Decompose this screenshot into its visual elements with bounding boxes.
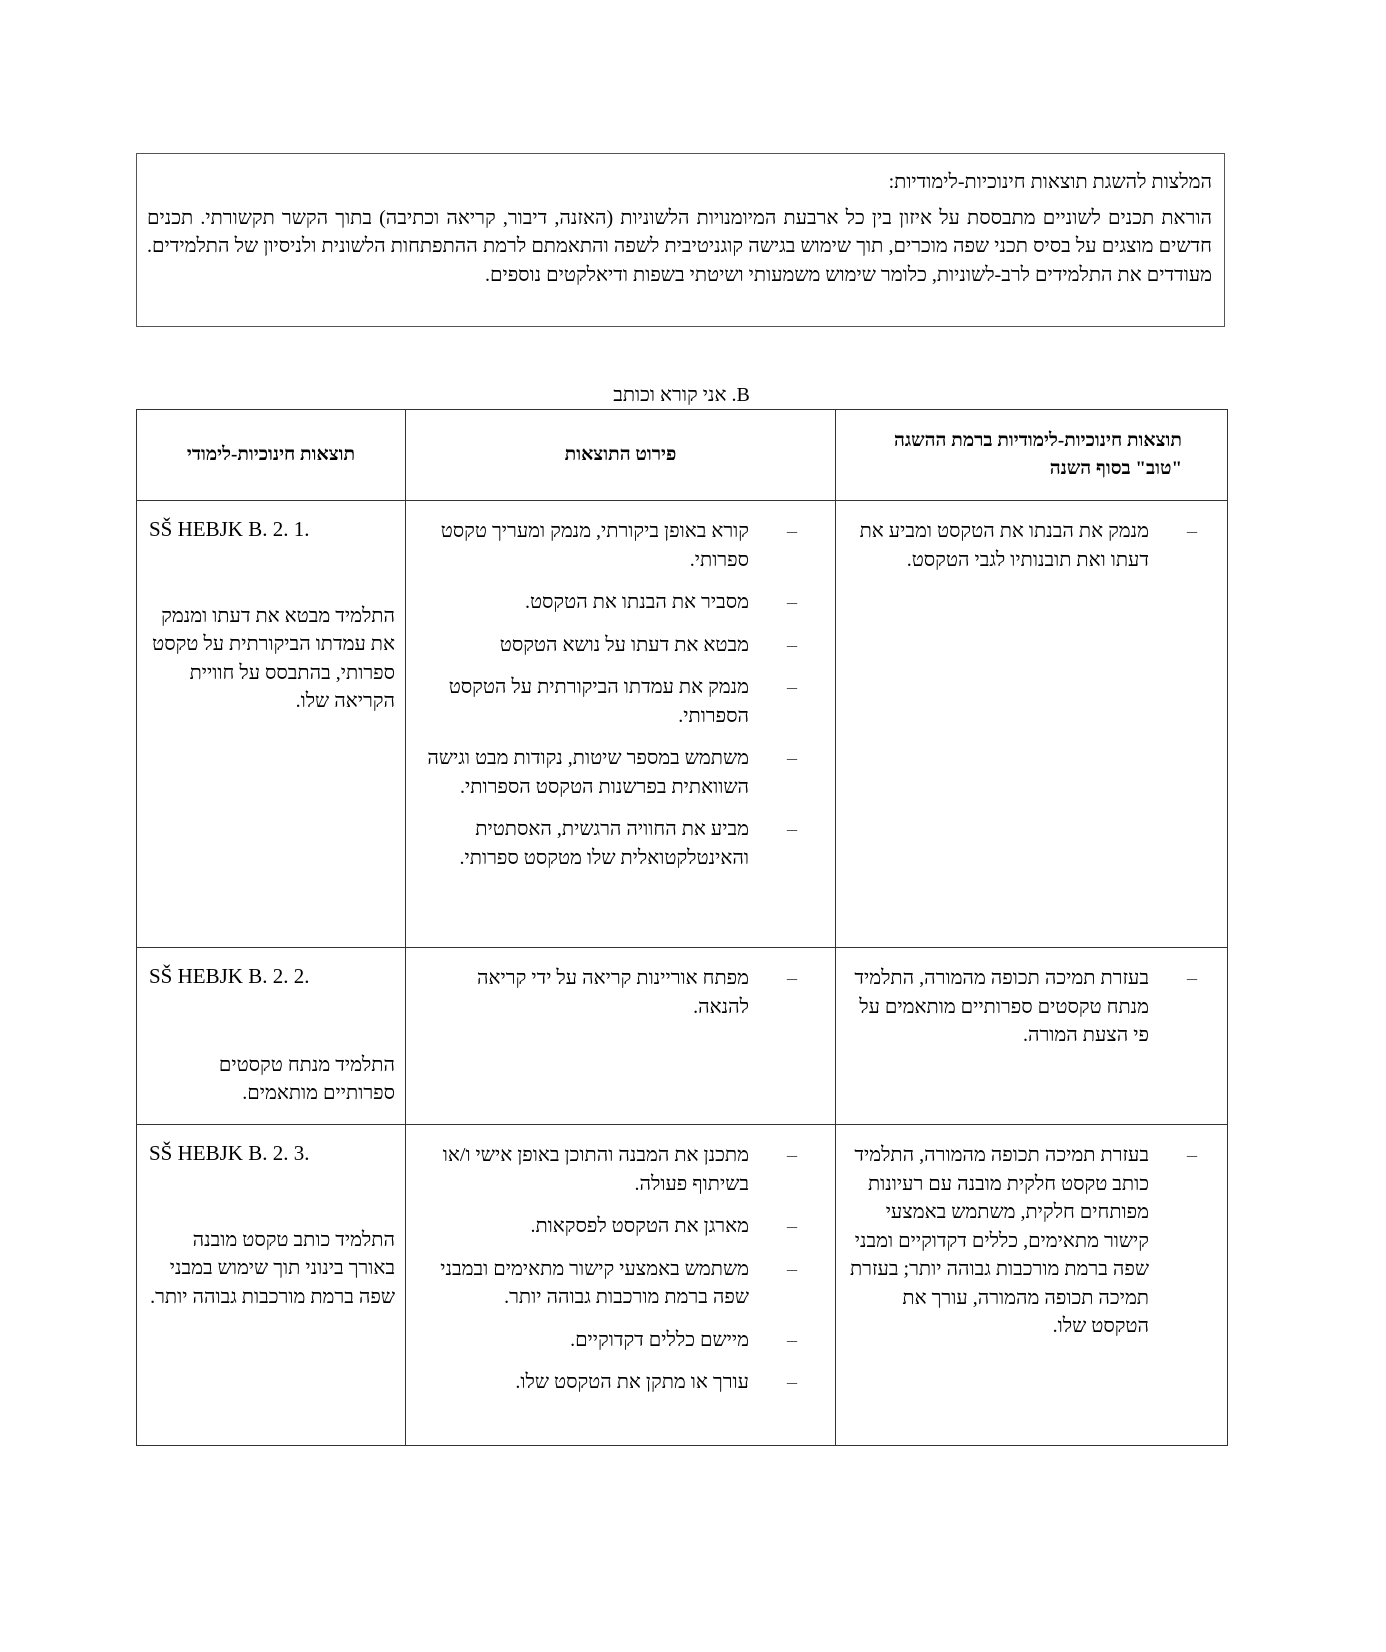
outcome-description: התלמיד מבטא את דעתו ומנמק את עמדתו הביקורתית על טקסט ספרותי, בהתבסס על חוויית הקריאה שלו. <box>152 604 395 712</box>
outcome-code: SŠ HEBJK B. 2. 3. <box>149 1141 310 1165</box>
outcome-cell <box>137 948 406 1125</box>
recommendations-heading: המלצות להשגת תוצאות חינוכיות-לימודיות: <box>888 171 1212 193</box>
table-row <box>137 501 1228 948</box>
list-item: – מביע את החוויה הרגשית, האסתטית והאינטלקטואלית שלו מטקסט ספרותי. <box>426 815 749 872</box>
outcome-code: SŠ HEBJK B. 2. 1. <box>149 517 310 541</box>
header-outcomes: תוצאות חינוכיות-לימודי <box>137 410 406 501</box>
details-cell <box>406 1125 836 1446</box>
outcome-description: התלמיד מנתח טקסטים ספרותיים מותאמים. <box>218 1053 395 1104</box>
recommendations-paragraph: הוראת תכנים לשוניים מתבססת על איזון בין כל ארבעת המיומנויות הלשוניות (האזנה, דיבור, קריאה וכתיבה) בתוך הקשר תקשורתי. תכנים חדשים מוצגים על בסיס תכני שפה מוכרים, תוך שימוש בגישה קוגניטיבית לשפה והתאמתם לרמת ההתפתחות הלשונית ולניסיון של התלמידים. מעודדים את התלמידים לרב-לשוניות, כלומר שימוש משמעותי ושיטתי בשפות ודיאלקטים נוספים. <box>147 206 1212 286</box>
list-item: – משתמש במספר שיטות, נקודות מבט וגישה השוואתית בפרשנות הטקסט הספרותי. <box>426 744 749 801</box>
recommendations-box <box>136 153 1225 327</box>
list-item: – מתכנן את המבנה והתוכן באופן אישי ו/או בשיתוף פעולה. <box>426 1141 749 1198</box>
list-item: – קורא באופן ביקורתי, מנמק ומעריך טקסט ספרותי. <box>426 517 749 574</box>
details-cell <box>406 948 836 1125</box>
table-row <box>137 948 1228 1125</box>
list-item: – מארגן את הטקסט לפסקאות. <box>426 1212 749 1241</box>
list-item: – מנמק את עמדתו הביקורתית על הטקסט הספרותי. <box>426 673 749 730</box>
list-item: – בעזרת תמיכה תכופה מהמורה, התלמיד מנתח טקסטים ספרותיים מותאמים על פי הצעת המורה. <box>844 964 1149 1050</box>
outcome-cell <box>137 1125 406 1446</box>
outcomes-table <box>136 409 1228 1446</box>
list-item: – בעזרת תמיכה תכופה מהמורה, התלמיד כותב טקסט חלקית מובנה עם רעיונות מפותחים חלקית, משתמש באמצעי קישור מתאימים, כללים דקדוקיים ומבני שפה ברמת מורכבות גבוהה יותר; בעזרת תמיכה תכופה מהמורה, עורך את הטקסט שלו. <box>844 1141 1149 1341</box>
list-item: – עורך או מתקן את הטקסט שלו. <box>426 1368 749 1397</box>
list-item: – מסביר את הבנתו את הטקסט. <box>426 588 749 617</box>
good-level-cell <box>836 501 1228 948</box>
outcome-description: התלמיד כותב טקסט מובנה באורך בינוני תוך שימוש במבני שפה ברמת מורכבות גבוהה יותר. <box>150 1228 395 1308</box>
list-item: – משתמש באמצעי קישור מתאימים ובמבני שפה ברמת מורכבות גבוהה יותר. <box>426 1255 749 1312</box>
details-cell <box>406 501 836 948</box>
good-level-cell <box>836 948 1228 1125</box>
list-item: – מיישם כללים דקדוקיים. <box>426 1326 749 1355</box>
header-details: פירוט התוצאות <box>406 410 836 501</box>
good-level-cell <box>836 1125 1228 1446</box>
table-row <box>137 1125 1228 1446</box>
list-item: – מבטא את דעתו על נושא הטקסט <box>426 631 749 660</box>
list-item: – מנמק את הבנתו את הטקסט ומביע את דעתו ואת תובנותיו לגבי הטקסט. <box>844 517 1149 574</box>
outcome-cell <box>137 501 406 948</box>
outcome-code: SŠ HEBJK B. 2. 2. <box>149 964 310 988</box>
header-good-level: תוצאות חינוכיות-לימודיות ברמת ההשגה "טוב" בסוף השנה <box>836 410 1228 501</box>
section-title: B. אני קורא וכותב <box>613 384 750 406</box>
table-header-row <box>137 410 1228 501</box>
list-item: – מפתח אוריינות קריאה על ידי קריאה להנאה. <box>426 964 749 1021</box>
